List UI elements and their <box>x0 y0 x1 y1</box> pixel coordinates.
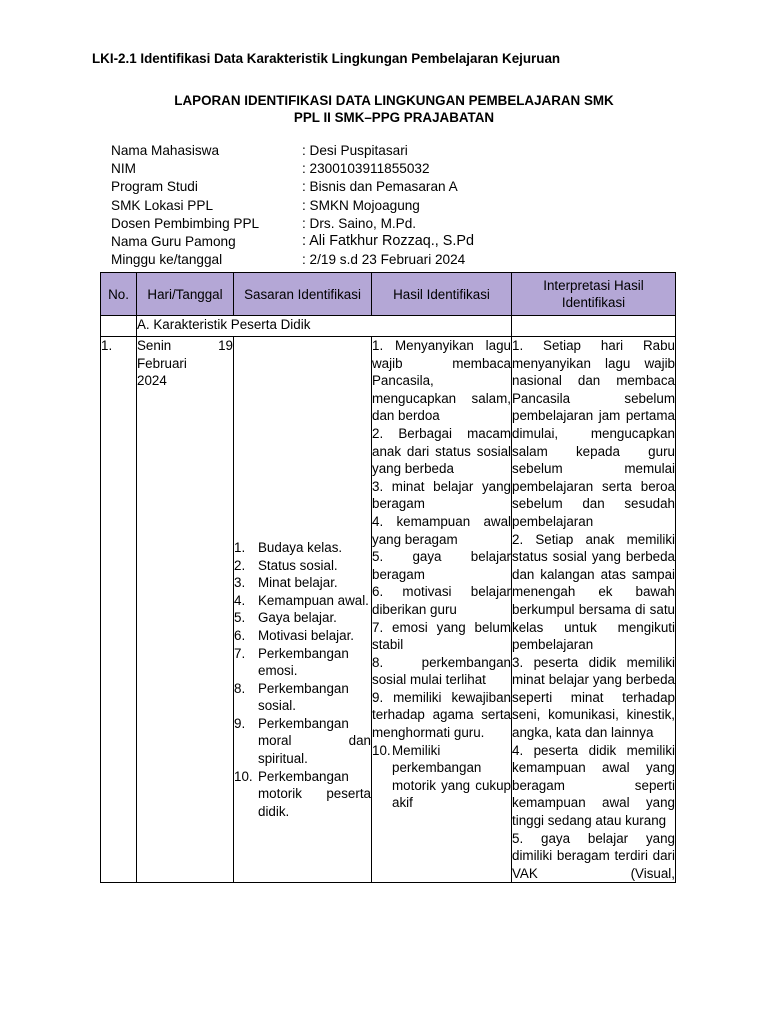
item-number: 4. <box>234 592 246 608</box>
table-cell <box>101 316 137 337</box>
item-text: Gaya belajar. <box>258 610 337 626</box>
info-label: Nama Mahasiswa <box>111 143 220 158</box>
info-value: : Drs. Saino, M.Pd. <box>302 215 417 231</box>
info-label: Program Studi <box>111 179 198 195</box>
info-value: : Ali Fatkhur Rozzaq., S.Pd <box>302 232 474 249</box>
date-line: Senin 19 <box>137 338 233 353</box>
interpretasi-item: 4. peserta didik memiliki kemampuan awal yang beragam seperti kemampuan awal yang tinggi sedang atau kurang <box>512 742 675 829</box>
interpretasi-item: 2. Setiap anak memiliki status sosial yang berbeda dan kalangan atas sampai menengah ek bawah berkumpul bersama di satu kelas untuk mengikuti pembelajaran <box>512 531 675 653</box>
item-number: 2. <box>234 557 246 573</box>
hasil-item: 9. memiliki kewajiban terhadap agama serta menghormati guru. <box>372 689 511 741</box>
item-number: 9. <box>234 715 246 731</box>
info-value: : 2/19 s.d 23 Februari 2024 <box>302 252 466 268</box>
hasil-item: 6. motivasi belajar diberikan guru <box>372 584 511 617</box>
row-date <box>137 337 234 883</box>
info-value: : 2300103911855032 <box>302 161 430 177</box>
document-header: LKI-2.1 Identifikasi Data Karakteristik Lingkungan Pembelajaran Kejuruan <box>92 51 561 66</box>
item-text: Minat belajar. <box>258 575 338 591</box>
item-number: 5. <box>234 610 246 626</box>
item-text: Perkembangan moral dan spiritual. <box>258 715 371 767</box>
item-number: 3. <box>234 575 246 591</box>
item-number: 7. <box>234 645 246 661</box>
report-title: LAPORAN IDENTIFIKASI DATA LINGKUNGAN PEMBELAJARAN SMK <box>174 93 614 108</box>
header-hari: Hari/Tanggal <box>137 273 234 316</box>
item-text: Memiliki perkembangan motorik yang cukup akif <box>392 742 511 811</box>
info-label: NIM <box>111 161 136 177</box>
hasil-item: 3. minat belajar yang beragam <box>372 478 511 512</box>
sasaran-item <box>234 645 371 680</box>
sasaran-item <box>234 715 371 768</box>
sasaran-item <box>234 592 371 610</box>
hasil-item: 4. kemampuan awal yang beragam <box>372 513 511 547</box>
hasil-item: 7. emosi yang belum stabil <box>372 619 511 653</box>
table-header-row <box>101 273 676 316</box>
item-number: 6. <box>234 627 246 643</box>
hasil-cell <box>372 337 512 883</box>
header-hasil: Hasil Identifikasi <box>372 273 512 316</box>
item-number: 8. <box>234 680 246 696</box>
hasil-item: 8. perkembangan sosial mulai terlihat <box>372 654 511 688</box>
item-text: Budaya kelas. <box>258 539 343 555</box>
item-text: Motivasi belajar. <box>258 627 355 643</box>
hasil-item: 1. Menyanyikan lagu wajib membaca Pancasila, mengucapkan salam, dan berdoa <box>372 338 511 424</box>
hasil-item: 5. gaya belajar beragam <box>372 549 511 582</box>
info-label: SMK Lokasi PPL <box>111 197 213 213</box>
hasil-item <box>372 742 511 812</box>
sasaran-item <box>234 768 371 821</box>
interpretasi-item: 5. gaya belajar yang dimiliki beragam terdiri dari VAK (Visual, <box>512 830 675 881</box>
item-text: Status sosial. <box>258 557 338 573</box>
item-text: Perkembangan motorik peserta didik. <box>258 768 371 819</box>
item-number: 1. <box>234 539 246 555</box>
info-value: : Bisnis dan Pemasaran A <box>302 179 458 195</box>
sasaran-item <box>234 557 371 575</box>
sasaran-item <box>234 609 371 627</box>
hasil-list <box>372 337 511 742</box>
section-row <box>101 316 676 337</box>
report-subtitle: PPL II SMK–PPG PRAJABATAN <box>293 110 495 125</box>
section-label: A. Karakteristik Peserta Didik <box>137 316 512 337</box>
sasaran-item <box>234 574 371 592</box>
interpretasi-item: 3. peserta didik memiliki minat belajar yang berbeda seperti minat terhadap seni, komunikasi, kinestik, angka, kata dan lainnya <box>512 654 675 741</box>
identification-table <box>100 272 676 883</box>
header-interpretasi: Interpretasi Hasil Identifikasi <box>512 273 676 316</box>
table-cell <box>512 316 676 337</box>
table-row <box>101 337 676 883</box>
sasaran-list <box>234 399 371 821</box>
header-sasaran: Sasaran Identifikasi <box>234 273 372 316</box>
date-line: 2024 <box>137 373 167 389</box>
date-line: Februari <box>137 355 187 371</box>
info-value: : SMKN Mojoagung <box>302 197 420 213</box>
hasil-item: 2. Berbagai macam anak dari status sosial yang berbeda <box>372 425 511 477</box>
sasaran-item <box>234 680 371 715</box>
sasaran-item <box>234 627 371 645</box>
interpretasi-cell <box>512 337 676 883</box>
info-label: Nama Guru Pamong <box>111 233 236 249</box>
info-label: Minggu ke/tanggal <box>111 252 223 268</box>
item-number: 10. <box>234 768 253 784</box>
item-text: Perkembangan sosial. <box>258 680 349 714</box>
sasaran-item <box>234 539 371 557</box>
row-number: 1. <box>101 337 137 883</box>
item-text: Perkembangan emosi. <box>258 645 349 679</box>
item-number: 10. <box>372 742 391 758</box>
interpretasi-item: 1. Setiap hari Rabu menyanyikan lagu wajib nasional dan membaca Pancasila sebelum pembelajaran jam pertama dimulai, mengucapkan salam kepada guru sebelum memulai pembelajaran serta beroa sebelum dan sesudah pembelajaran <box>512 338 675 529</box>
info-label: Dosen Pembimbing PPL <box>111 215 260 231</box>
item-text: Kemampuan awal. <box>258 592 369 608</box>
sasaran-cell <box>234 337 372 883</box>
header-no: No. <box>101 273 137 316</box>
interpretasi-list <box>512 337 675 882</box>
info-value: : Desi Puspitasari <box>302 143 408 158</box>
